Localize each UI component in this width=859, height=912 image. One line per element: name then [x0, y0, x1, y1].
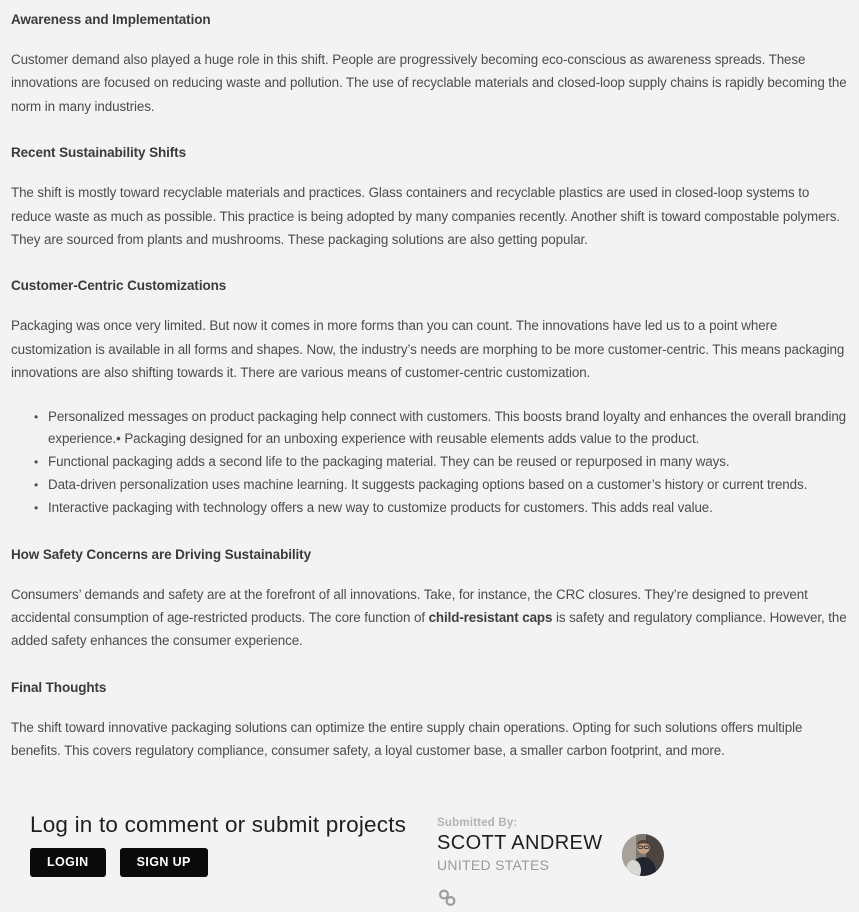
login-prompt: Log in to comment or submit projects: [30, 811, 407, 837]
paragraph-shifts: The shift is mostly toward recyclable materials and practices. Glass containers and recyclable plastics are used in closed-loop systems to reduce waste as much as possible. This practice is being adopted by many companies recently. Another shift is toward compostable polymers. They are sourced from plants and mushrooms. These packaging solutions are also getting popular.: [11, 185, 840, 248]
login-button[interactable]: LOGIN: [30, 848, 106, 877]
paragraph-customizations: Packaging was once very limited. But now it comes in more forms than you can count. The innovations have led us to a point where customization is available in all forms and shapes. Now, the industry’s needs are morphing to be more customer-centric. This means packaging innovations are also shifting towards it. There are various means of customer-centric customization.: [11, 318, 845, 381]
list-item: • Personalized messages on product packaging help connect with customers. This boosts brand loyalty and enhances the overall branding experience.• Packaging designed for an unboxing experience with reusable elements adds value to the product.: [34, 406, 848, 452]
paragraph-final: The shift toward innovative packaging solutions can optimize the entire supply chain operations. Opting for such solutions offers multiple benefits. This covers regulatory compliance, consumer safety, a loyal customer base, a smaller carbon footprint, and more.: [11, 719, 803, 759]
list-item: • Data-driven personalization uses machine learning. It suggests packaging options based on a customer’s history or current trends.: [34, 474, 848, 497]
customization-list: [34, 406, 848, 520]
paragraph-safety-text: is safety and regulatory compliance. However, the added safety enhances the consumer experience.: [11, 610, 847, 649]
login-button-row: [30, 848, 437, 877]
section-heading-final: Final Thoughts: [11, 679, 107, 695]
section-heading-shifts: Recent Sustainability Shifts: [11, 145, 186, 161]
signup-button[interactable]: SIGN UP: [120, 848, 208, 877]
section-heading-awareness: Awareness and Implementation: [11, 12, 211, 27]
list-item: • Interactive packaging with technology offers a new way to customize products for customers. This adds real value.: [34, 497, 848, 520]
submitted-by-card: [437, 812, 664, 912]
submitted-by-label: Submitted By:: [437, 816, 518, 829]
paragraph-safety-bold: child-resistant caps: [428, 610, 553, 626]
footer: [0, 812, 859, 912]
list-item: • Functional packaging adds a second life to the packaging material. They can be reused or repurposed in many ways.: [34, 451, 848, 474]
paragraph-safety-text: Consumers’ demands and safety are at the forefront of all innovations. Take, for instance, the CRC closures. They’re designed to prevent accidental consumption of age-restricted products. The core function of: [11, 586, 808, 626]
paragraph-awareness: Customer demand also played a huge role in this shift. People are progressively becoming eco-conscious as awareness spreads. These innovations are focused on reducing waste and pollution. The use of recyclable materials and closed-loop supply chains is rapidly becoming the norm in many industries.: [11, 52, 847, 114]
author-name: SCOTT ANDREW: [437, 831, 603, 854]
paragraph-safety: [11, 583, 848, 653]
author-country: UNITED STATES: [437, 856, 550, 873]
link-icon[interactable]: [437, 888, 457, 907]
author-info: [437, 817, 603, 912]
login-section: [30, 812, 437, 877]
author-avatar: [622, 834, 664, 876]
section-heading-customizations: Customer-Centric Customizations: [11, 278, 227, 294]
section-heading-safety: How Safety Concerns are Driving Sustainability: [11, 546, 311, 562]
